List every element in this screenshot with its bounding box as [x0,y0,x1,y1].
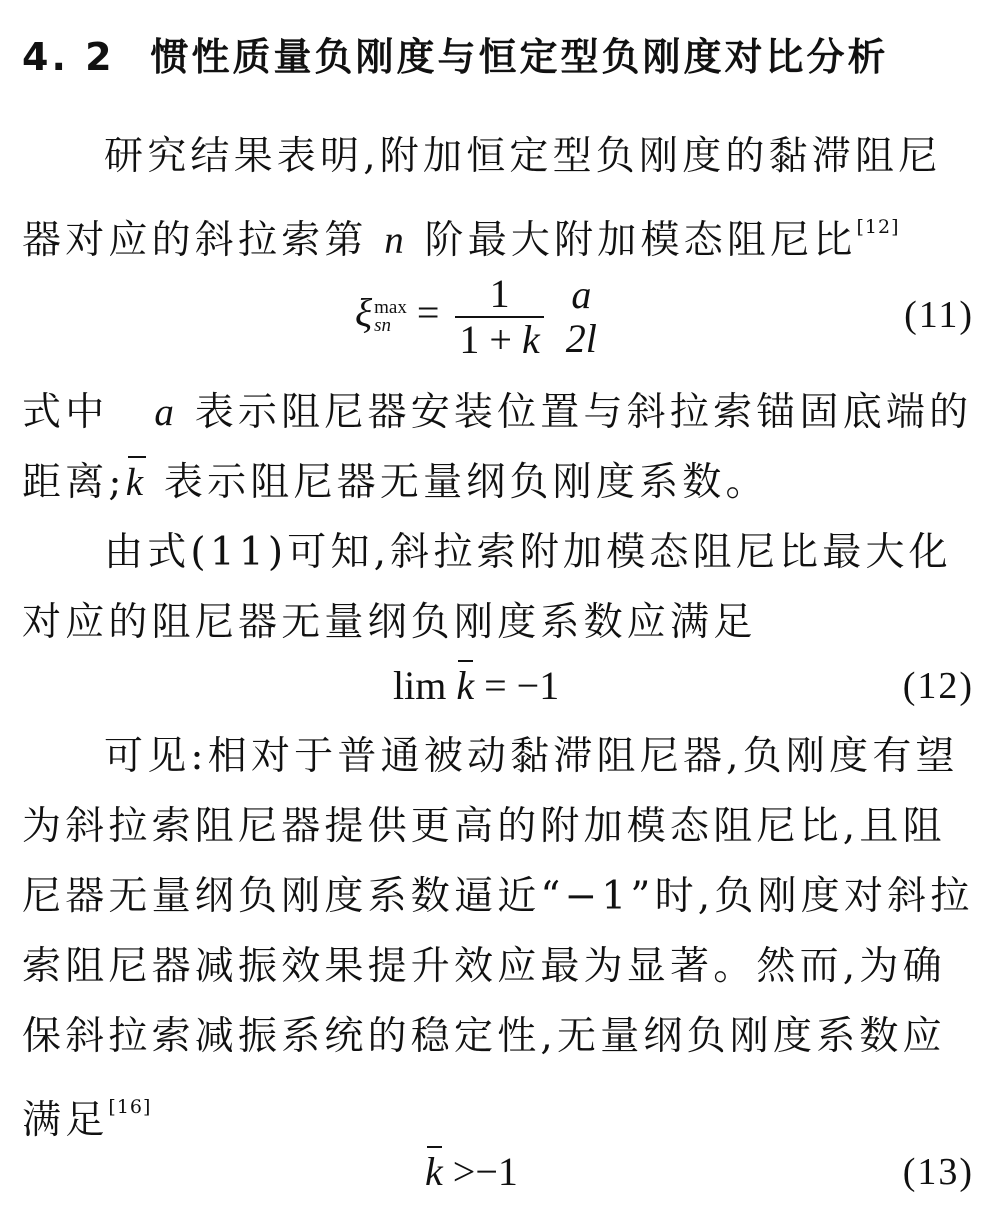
section-title: 惯性质量负刚度与恒定型负刚度对比分析 [150,35,889,79]
eq12-kbar: k [456,663,475,708]
para3-line3: 尼器无量纲负刚度系数逼近“−1”时,负刚度对斜拉 [22,874,974,919]
where-line2-pre: 距离; [22,460,126,505]
para3-line1: 可见:相对于普通被动黏滞阻尼器,负刚度有望 [104,734,959,779]
eq12-rhs: = −1 [484,663,560,708]
eq12-lim: lim [393,663,447,708]
where-line2 [22,458,769,508]
citation-12: [12] [856,216,900,238]
eq11-fraction-1 [455,272,543,362]
variable-kbar: k [126,458,148,508]
equation-13-label: (13) [902,1151,974,1193]
eq11-xi: ξ [355,290,373,336]
para1-line2-post: 阶最大附加模态阻尼比 [407,218,857,263]
eq13-kbar: k [425,1149,443,1194]
eq11-frac1-denominator: 1 + k [459,317,540,362]
eq11-kbar: k [521,317,540,362]
where-line1-text: 表示阻尼器安装位置与斜拉索锚固底端的 [178,390,973,435]
para1-line2-pre: 器对应的斜拉索第 [22,218,385,263]
section-heading [22,26,889,81]
para3-line4: 索阻尼器减振效果提升效应最为显著。然而,为确 [22,944,946,989]
section-number: 4. 2 [22,35,115,79]
eq11-fraction-2 [562,273,601,361]
equation-13 [425,1148,518,1195]
citation-16: [16] [108,1096,152,1118]
para3-line6 [22,1082,151,1146]
eq11-frac2-numerator: a [571,272,592,317]
equation-12 [393,662,559,709]
eq11-sup-max: max [374,297,407,318]
para3-line2: 为斜拉索阻尼器提供更高的附加模态阻尼比,且阻 [22,804,946,849]
para1-line2 [22,202,900,266]
para2-line2: 对应的阻尼器无量纲负刚度系数应满足 [22,600,757,645]
eq11-equals: = [416,290,440,336]
eq13-rhs: >−1 [442,1149,518,1194]
para1-line1: 研究结果表明,附加恒定型负刚度的黏滞阻尼 [104,134,942,179]
para2-line1: 由式(11)可知,斜拉索附加模态阻尼比最大化 [104,530,952,575]
eq11-sub-sn: sn [374,315,392,336]
where-line1 [22,388,972,438]
para3-line5: 保斜拉索减振系统的稳定性,无量纲负刚度系数应 [22,1014,946,1059]
para3-line6-text: 满足 [22,1098,109,1143]
variable-n: n [384,219,408,262]
eq11-frac2-denominator: 2l [565,316,597,361]
where-line2-text: 表示阻尼器无量纲负刚度系数。 [147,460,769,505]
equation-11-label: (11) [904,294,974,336]
equation-12-label: (12) [902,665,974,707]
equation-11 [355,272,607,362]
where-label: 式中 [22,390,109,435]
eq11-frac1-numerator: 1 [455,272,543,318]
variable-a: a [154,391,179,434]
